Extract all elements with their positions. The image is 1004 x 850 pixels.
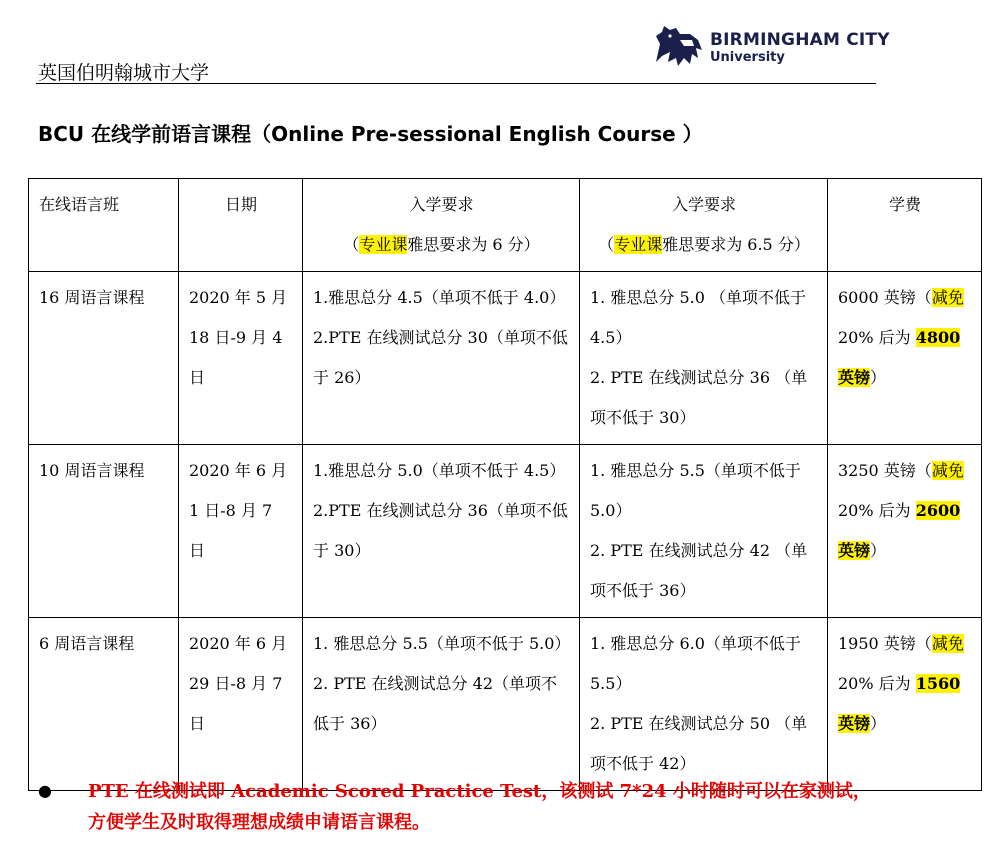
requirement-b-pte: 2. PTE 在线测试总分 50 （单项不低于 42）: [590, 714, 808, 773]
fee-cell: 6000 英镑（减免 20% 后为 4800 英镑）: [828, 272, 982, 445]
header-university-name: 英国伯明翰城市大学: [38, 62, 210, 84]
requirement-b-pte: 2. PTE 在线测试总分 42 （单项不低于 36）: [590, 541, 808, 600]
header-rule: [36, 83, 876, 84]
date-cell: 2020 年 6 月 29 日-8 月 7 日: [179, 618, 303, 791]
requirement-a-cell: 1.雅思总分 5.0（单项不低于 4.5）2.PTE 在线测试总分 36（单项不低于 30）: [303, 445, 580, 618]
table-row: [29, 618, 982, 791]
course-name-cell: 10 周语言课程: [29, 445, 179, 618]
logo-wordmark-line2: University: [710, 50, 785, 65]
header-class: 在线语言班: [29, 179, 179, 272]
requirement-a-cell: 1.雅思总分 4.5（单项不低于 4.0）2.PTE 在线测试总分 30（单项不低于 26）: [303, 272, 580, 445]
requirement-a-cell: 1. 雅思总分 5.5（单项不低于 5.0）2. PTE 在线测试总分 42（单项不低于 36）: [303, 618, 580, 791]
highlight-discount: 减免: [931, 461, 964, 480]
requirement-b-pte: 2. PTE 在线测试总分 36 （单项不低于 30）: [590, 368, 808, 427]
table-row: [29, 272, 982, 445]
lion-crest-icon: [650, 22, 706, 70]
bullet-icon: ●: [38, 781, 52, 800]
header-requirement-a: 入学要求 （专业课雅思要求为 6 分）: [303, 179, 580, 272]
final-fee: 2600 英镑: [838, 501, 961, 560]
date-cell: 2020 年 5 月 18 日-9 月 4 日: [179, 272, 303, 445]
requirement-b-ielts: 1. 雅思总分 6.0（单项不低于 5.5）: [590, 634, 801, 693]
header-fee: 学费: [828, 179, 982, 272]
requirement-b-ielts: 1. 雅思总分 5.5（单项不低于 5.0）: [590, 461, 801, 520]
course-table: [28, 178, 982, 791]
table-row: [29, 445, 982, 618]
document-title: BCU 在线学前语言课程（Online Pre-sessional English Course ）: [38, 122, 703, 146]
highlight-discount: 减免: [931, 634, 964, 653]
table-header-row: [29, 179, 982, 272]
final-fee: 4800 英镑: [838, 328, 961, 387]
fee-cell: 1950 英镑（减免 20% 后为 1560 英镑）: [828, 618, 982, 791]
fee-cell: 3250 英镑（减免 20% 后为 2600 英镑）: [828, 445, 982, 618]
highlight-major: 专业课: [614, 235, 663, 254]
date-cell: 2020 年 6 月 1 日-8 月 7 日: [179, 445, 303, 618]
requirement-b-ielts: 1. 雅思总分 5.0 （单项不低于 4.5）: [590, 288, 806, 347]
requirement-b-cell: [580, 618, 828, 791]
note-text: PTE 在线测试即 Academic Scored Practice Test，该测试 7*24 小时随时可以在家测试，方便学生及时取得理想成绩申请语言课程。: [88, 781, 871, 833]
course-name-cell: 16 周语言课程: [29, 272, 179, 445]
logo-wordmark-line1: BIRMINGHAM CITY: [710, 30, 890, 50]
highlight-discount: 减免: [931, 288, 964, 307]
final-fee: 1560 英镑: [838, 674, 961, 733]
bcu-logo: [650, 22, 890, 72]
header-requirement-b: 入学要求 （专业课雅思要求为 6.5 分）: [580, 179, 828, 272]
course-name-cell: 6 周语言课程: [29, 618, 179, 791]
highlight-major: 专业课: [359, 235, 408, 254]
requirement-b-cell: [580, 445, 828, 618]
header-date: 日期: [179, 179, 303, 272]
requirement-b-cell: [580, 272, 828, 445]
